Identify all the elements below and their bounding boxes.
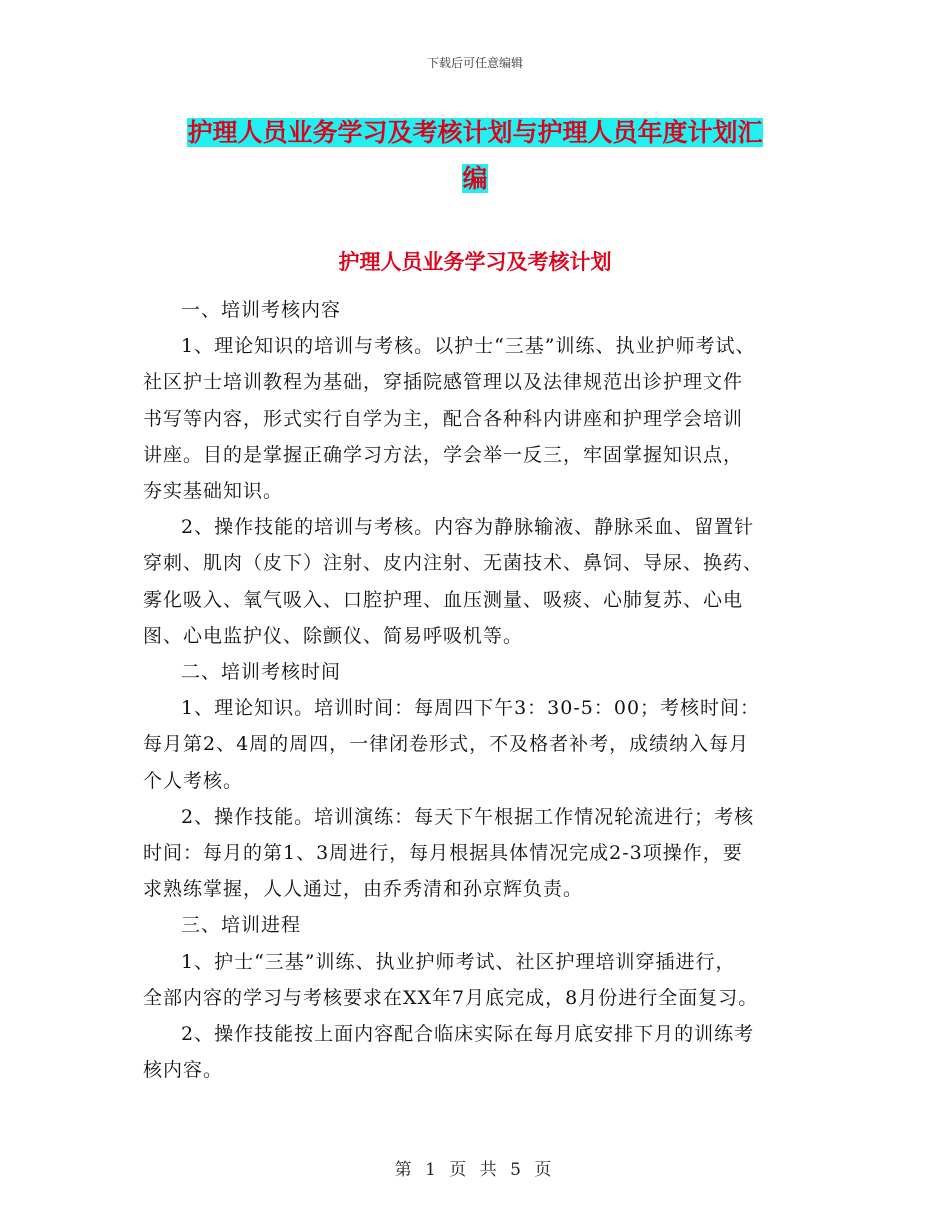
body-line: 讲座。目的是掌握正确学习方法，学会举一反三，牢固掌握知识点， xyxy=(143,443,744,466)
body-line: 核内容。 xyxy=(143,1059,224,1082)
body-line: 2、操作技能的培训与考核。内容为静脉输液、静脉采血、留置针 xyxy=(181,516,755,539)
body-line: 社区护士培训教程为基础，穿插院感管理以及法律规范出诊护理文件 xyxy=(143,371,744,394)
body-line: 雾化吸入、氧气吸入、口腔护理、血压测量、吸痰、心肺复苏、心电 xyxy=(143,588,744,611)
body-line: 1、理论知识。培训时间：每周四下午3：30-5：00；考核时间： xyxy=(181,697,761,720)
body-line: 一、培训考核内容 xyxy=(181,299,342,321)
section-title: 护理人员业务学习及考核计划 xyxy=(338,250,612,274)
body-line: 穿刺、肌肉（皮下）注射、皮内注射、无菌技术、鼻饲、导尿、换药、 xyxy=(143,552,764,575)
body-line: 1、护士“三基”训练、执业护师考试、社区护理培训穿插进行， xyxy=(181,950,736,973)
body-line: 求熟练掌握，人人通过，由乔秀清和孙京辉负责。 xyxy=(143,878,584,901)
body-line: 个人考核。 xyxy=(143,769,244,792)
body-line: 1、理论知识的培训与考核。以护士“三基”训练、执业护师考试、 xyxy=(181,335,756,358)
body-line: 时间：每月的第1、3周进行，每月根据具体情况完成2-3项操作，要 xyxy=(143,842,743,865)
body-line: 2、操作技能。培训演练：每天下午根据工作情况轮流进行；考核 xyxy=(181,805,755,828)
document-title-line-2: 编 xyxy=(462,164,488,193)
document-title xyxy=(150,110,800,202)
page-header-note: 下载后可任意编辑 xyxy=(426,56,523,70)
body-line: 全部内容的学习与考核要求在XX年7月底完成，8月份进行全面复习。 xyxy=(143,986,759,1009)
document-body xyxy=(143,292,813,1088)
body-line: 图、心电监护仪、除颤仪、简易呼吸机等。 xyxy=(143,624,524,647)
body-line: 书写等内容，形式实行自学为主，配合各种科内讲座和护理学会培训 xyxy=(143,407,744,430)
body-line: 每月第2、4周的周四，一律闭卷形式，不及格者补考，成绩纳入每月 xyxy=(143,733,750,756)
document-title-line-1: 护理人员业务学习及考核计划与护理人员年度计划汇 xyxy=(187,118,763,147)
body-line: 2、操作技能按上面内容配合临床实际在每月底安排下月的训练考 xyxy=(181,1023,755,1046)
page-number-footer: 第 1 页 共 5 页 xyxy=(394,1160,556,1180)
body-line: 二、培训考核时间 xyxy=(181,661,342,684)
body-line: 夯实基础知识。 xyxy=(143,480,284,503)
body-line: 三、培训进程 xyxy=(181,914,302,937)
